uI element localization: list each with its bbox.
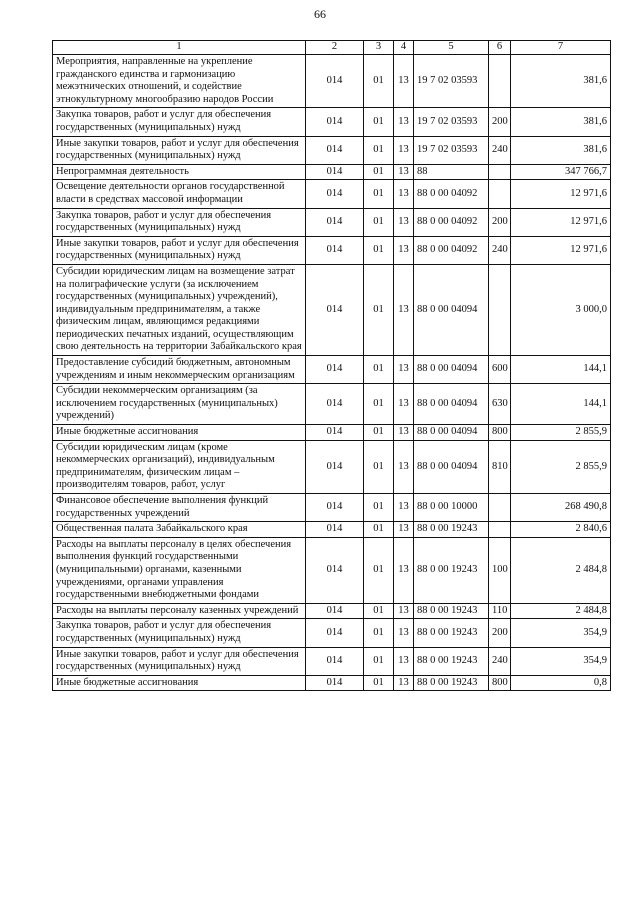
- ministry-code: 014: [306, 108, 364, 136]
- ministry-code: 014: [306, 619, 364, 647]
- ministry-code: 014: [306, 675, 364, 691]
- ministry-code: 014: [306, 440, 364, 493]
- column-header: 3: [364, 41, 394, 55]
- target-article-code: 88 0 00 19243: [414, 603, 489, 619]
- amount: 347 766,7: [511, 164, 611, 180]
- section-code: 01: [364, 440, 394, 493]
- section-code: 01: [364, 264, 394, 355]
- ministry-code: 014: [306, 236, 364, 264]
- section-code: 01: [364, 180, 394, 208]
- table-row: [53, 136, 611, 164]
- target-article-code: 88 0 00 19243: [414, 675, 489, 691]
- expense-type-code: 100: [489, 537, 511, 603]
- subsection-code: 13: [394, 494, 414, 522]
- item-name: Общественная палата Забайкальского края: [53, 522, 306, 538]
- section-code: 01: [364, 522, 394, 538]
- table-row: [53, 537, 611, 603]
- amount: 268 490,8: [511, 494, 611, 522]
- ministry-code: 014: [306, 384, 364, 425]
- amount: 2 840,6: [511, 522, 611, 538]
- section-code: 01: [364, 675, 394, 691]
- target-article-code: 88 0 00 19243: [414, 647, 489, 675]
- column-header: 5: [414, 41, 489, 55]
- amount: 354,9: [511, 619, 611, 647]
- section-code: 01: [364, 425, 394, 441]
- expense-type-code: 110: [489, 603, 511, 619]
- amount: 381,6: [511, 108, 611, 136]
- table-row: [53, 425, 611, 441]
- expense-type-code: 240: [489, 236, 511, 264]
- page-number: 66: [314, 7, 326, 21]
- target-article-code: 88 0 00 04092: [414, 208, 489, 236]
- target-article-code: 88 0 00 10000: [414, 494, 489, 522]
- subsection-code: 13: [394, 603, 414, 619]
- amount: 0,8: [511, 675, 611, 691]
- item-name: Субсидии некоммерческим организациям (за исключением государственных (муниципальных) учреждений): [53, 384, 306, 425]
- subsection-code: 13: [394, 537, 414, 603]
- table-row: [53, 236, 611, 264]
- table-row: [53, 208, 611, 236]
- table-row: [53, 108, 611, 136]
- amount: 2 855,9: [511, 425, 611, 441]
- item-name: Субсидии юридическим лицам (кроме некоммерческих организаций), индивидуальным предпринимателям, физическим лицам – производителям товаров, работ, услуг: [53, 440, 306, 493]
- target-article-code: 19 7 02 03593: [414, 55, 489, 108]
- section-code: 01: [364, 208, 394, 236]
- section-code: 01: [364, 356, 394, 384]
- column-header: 7: [511, 41, 611, 55]
- subsection-code: 13: [394, 440, 414, 493]
- section-code: 01: [364, 619, 394, 647]
- subsection-code: 13: [394, 384, 414, 425]
- subsection-code: 13: [394, 136, 414, 164]
- subsection-code: 13: [394, 55, 414, 108]
- amount: 12 971,6: [511, 180, 611, 208]
- column-header: 6: [489, 41, 511, 55]
- amount: 144,1: [511, 356, 611, 384]
- amount: 12 971,6: [511, 208, 611, 236]
- target-article-code: 88 0 00 04094: [414, 264, 489, 355]
- section-code: 01: [364, 136, 394, 164]
- target-article-code: 88 0 00 04094: [414, 356, 489, 384]
- ministry-code: 014: [306, 264, 364, 355]
- item-name: Расходы на выплаты персоналу казенных учреждений: [53, 603, 306, 619]
- item-name: Закупка товаров, работ и услуг для обеспечения государственных (муниципальных) нужд: [53, 208, 306, 236]
- expense-type-code: 240: [489, 136, 511, 164]
- expense-type-code: [489, 180, 511, 208]
- amount: 2 484,8: [511, 537, 611, 603]
- section-code: 01: [364, 164, 394, 180]
- section-code: 01: [364, 603, 394, 619]
- table-row: [53, 55, 611, 108]
- ministry-code: 014: [306, 425, 364, 441]
- expense-type-code: 240: [489, 647, 511, 675]
- section-code: 01: [364, 108, 394, 136]
- amount: 12 971,6: [511, 236, 611, 264]
- expense-type-code: 200: [489, 208, 511, 236]
- target-article-code: 88 0 00 19243: [414, 537, 489, 603]
- column-header: 1: [53, 41, 306, 55]
- target-article-code: 88 0 00 19243: [414, 619, 489, 647]
- ministry-code: 014: [306, 537, 364, 603]
- ministry-code: 014: [306, 55, 364, 108]
- table-row: [53, 180, 611, 208]
- subsection-code: 13: [394, 675, 414, 691]
- item-name: Финансовое обеспечение выполнения функций государственных учреждений: [53, 494, 306, 522]
- section-code: 01: [364, 647, 394, 675]
- target-article-code: 88 0 00 04094: [414, 425, 489, 441]
- subsection-code: 13: [394, 208, 414, 236]
- column-header: 2: [306, 41, 364, 55]
- amount: 381,6: [511, 55, 611, 108]
- section-code: 01: [364, 384, 394, 425]
- table-row: [53, 440, 611, 493]
- column-header: 4: [394, 41, 414, 55]
- amount: 381,6: [511, 136, 611, 164]
- expense-type-code: 200: [489, 619, 511, 647]
- subsection-code: 13: [394, 264, 414, 355]
- target-article-code: 88 0 00 04092: [414, 236, 489, 264]
- section-code: 01: [364, 537, 394, 603]
- item-name: Закупка товаров, работ и услуг для обеспечения государственных (муниципальных) нужд: [53, 619, 306, 647]
- table-row: [53, 675, 611, 691]
- item-name: Предоставление субсидий бюджетным, автономным учреждениям и иным некоммерческим организациям: [53, 356, 306, 384]
- expense-type-code: 600: [489, 356, 511, 384]
- item-name: Субсидии юридическим лицам на возмещение затрат на полиграфические услуги (за исключением государственных (муниципальных) учреждений), индивидуальным предпринимателям, а также физическим лицам, являющимся редакциями периодических печатных изданий, осуществляющим свою деятельность на территории Забайкальского края: [53, 264, 306, 355]
- section-code: 01: [364, 494, 394, 522]
- table-row: [53, 619, 611, 647]
- target-article-code: 88: [414, 164, 489, 180]
- expense-type-code: [489, 264, 511, 355]
- amount: 3 000,0: [511, 264, 611, 355]
- subsection-code: 13: [394, 356, 414, 384]
- ministry-code: 014: [306, 603, 364, 619]
- budget-table: [52, 40, 611, 691]
- ministry-code: 014: [306, 136, 364, 164]
- amount: 354,9: [511, 647, 611, 675]
- ministry-code: 014: [306, 494, 364, 522]
- expense-type-code: 800: [489, 425, 511, 441]
- item-name: Непрограммная деятельность: [53, 164, 306, 180]
- table-row: [53, 603, 611, 619]
- subsection-code: 13: [394, 180, 414, 208]
- table-row: [53, 647, 611, 675]
- item-name: Закупка товаров, работ и услуг для обеспечения государственных (муниципальных) нужд: [53, 108, 306, 136]
- ministry-code: 014: [306, 180, 364, 208]
- target-article-code: 88 0 00 19243: [414, 522, 489, 538]
- amount: 144,1: [511, 384, 611, 425]
- table-row: [53, 356, 611, 384]
- expense-type-code: [489, 494, 511, 522]
- table-row: [53, 264, 611, 355]
- expense-type-code: [489, 164, 511, 180]
- target-article-code: 19 7 02 03593: [414, 136, 489, 164]
- target-article-code: 19 7 02 03593: [414, 108, 489, 136]
- item-name: Освещение деятельности органов государственной власти в средствах массовой информации: [53, 180, 306, 208]
- item-name: Мероприятия, направленные на укрепление гражданского единства и гармонизацию межэтнических отношений, и содействие этнокультурному многообразию народов России: [53, 55, 306, 108]
- subsection-code: 13: [394, 522, 414, 538]
- item-name: Иные бюджетные ассигнования: [53, 675, 306, 691]
- ministry-code: 014: [306, 647, 364, 675]
- table-row: [53, 384, 611, 425]
- expense-type-code: 200: [489, 108, 511, 136]
- subsection-code: 13: [394, 425, 414, 441]
- item-name: Иные бюджетные ассигнования: [53, 425, 306, 441]
- ministry-code: 014: [306, 164, 364, 180]
- subsection-code: 13: [394, 647, 414, 675]
- subsection-code: 13: [394, 619, 414, 647]
- target-article-code: 88 0 00 04094: [414, 440, 489, 493]
- target-article-code: 88 0 00 04092: [414, 180, 489, 208]
- item-name: Иные закупки товаров, работ и услуг для обеспечения государственных (муниципальных) нужд: [53, 136, 306, 164]
- ministry-code: 014: [306, 208, 364, 236]
- subsection-code: 13: [394, 236, 414, 264]
- expense-type-code: [489, 55, 511, 108]
- expense-type-code: 630: [489, 384, 511, 425]
- amount: 2 484,8: [511, 603, 611, 619]
- table-row: [53, 164, 611, 180]
- section-code: 01: [364, 236, 394, 264]
- expense-type-code: 800: [489, 675, 511, 691]
- subsection-code: 13: [394, 164, 414, 180]
- amount: 2 855,9: [511, 440, 611, 493]
- table-row: [53, 522, 611, 538]
- expense-type-code: [489, 522, 511, 538]
- ministry-code: 014: [306, 522, 364, 538]
- target-article-code: 88 0 00 04094: [414, 384, 489, 425]
- table-row: [53, 494, 611, 522]
- header-row: [53, 41, 611, 55]
- subsection-code: 13: [394, 108, 414, 136]
- item-name: Иные закупки товаров, работ и услуг для обеспечения государственных (муниципальных) нужд: [53, 236, 306, 264]
- section-code: 01: [364, 55, 394, 108]
- ministry-code: 014: [306, 356, 364, 384]
- expense-type-code: 810: [489, 440, 511, 493]
- item-name: Иные закупки товаров, работ и услуг для обеспечения государственных (муниципальных) нужд: [53, 647, 306, 675]
- item-name: Расходы на выплаты персоналу в целях обеспечения выполнения функций государственными (муниципальными) органами, казенными учреждениями, органами управления государственными внебюджетными фондами: [53, 537, 306, 603]
